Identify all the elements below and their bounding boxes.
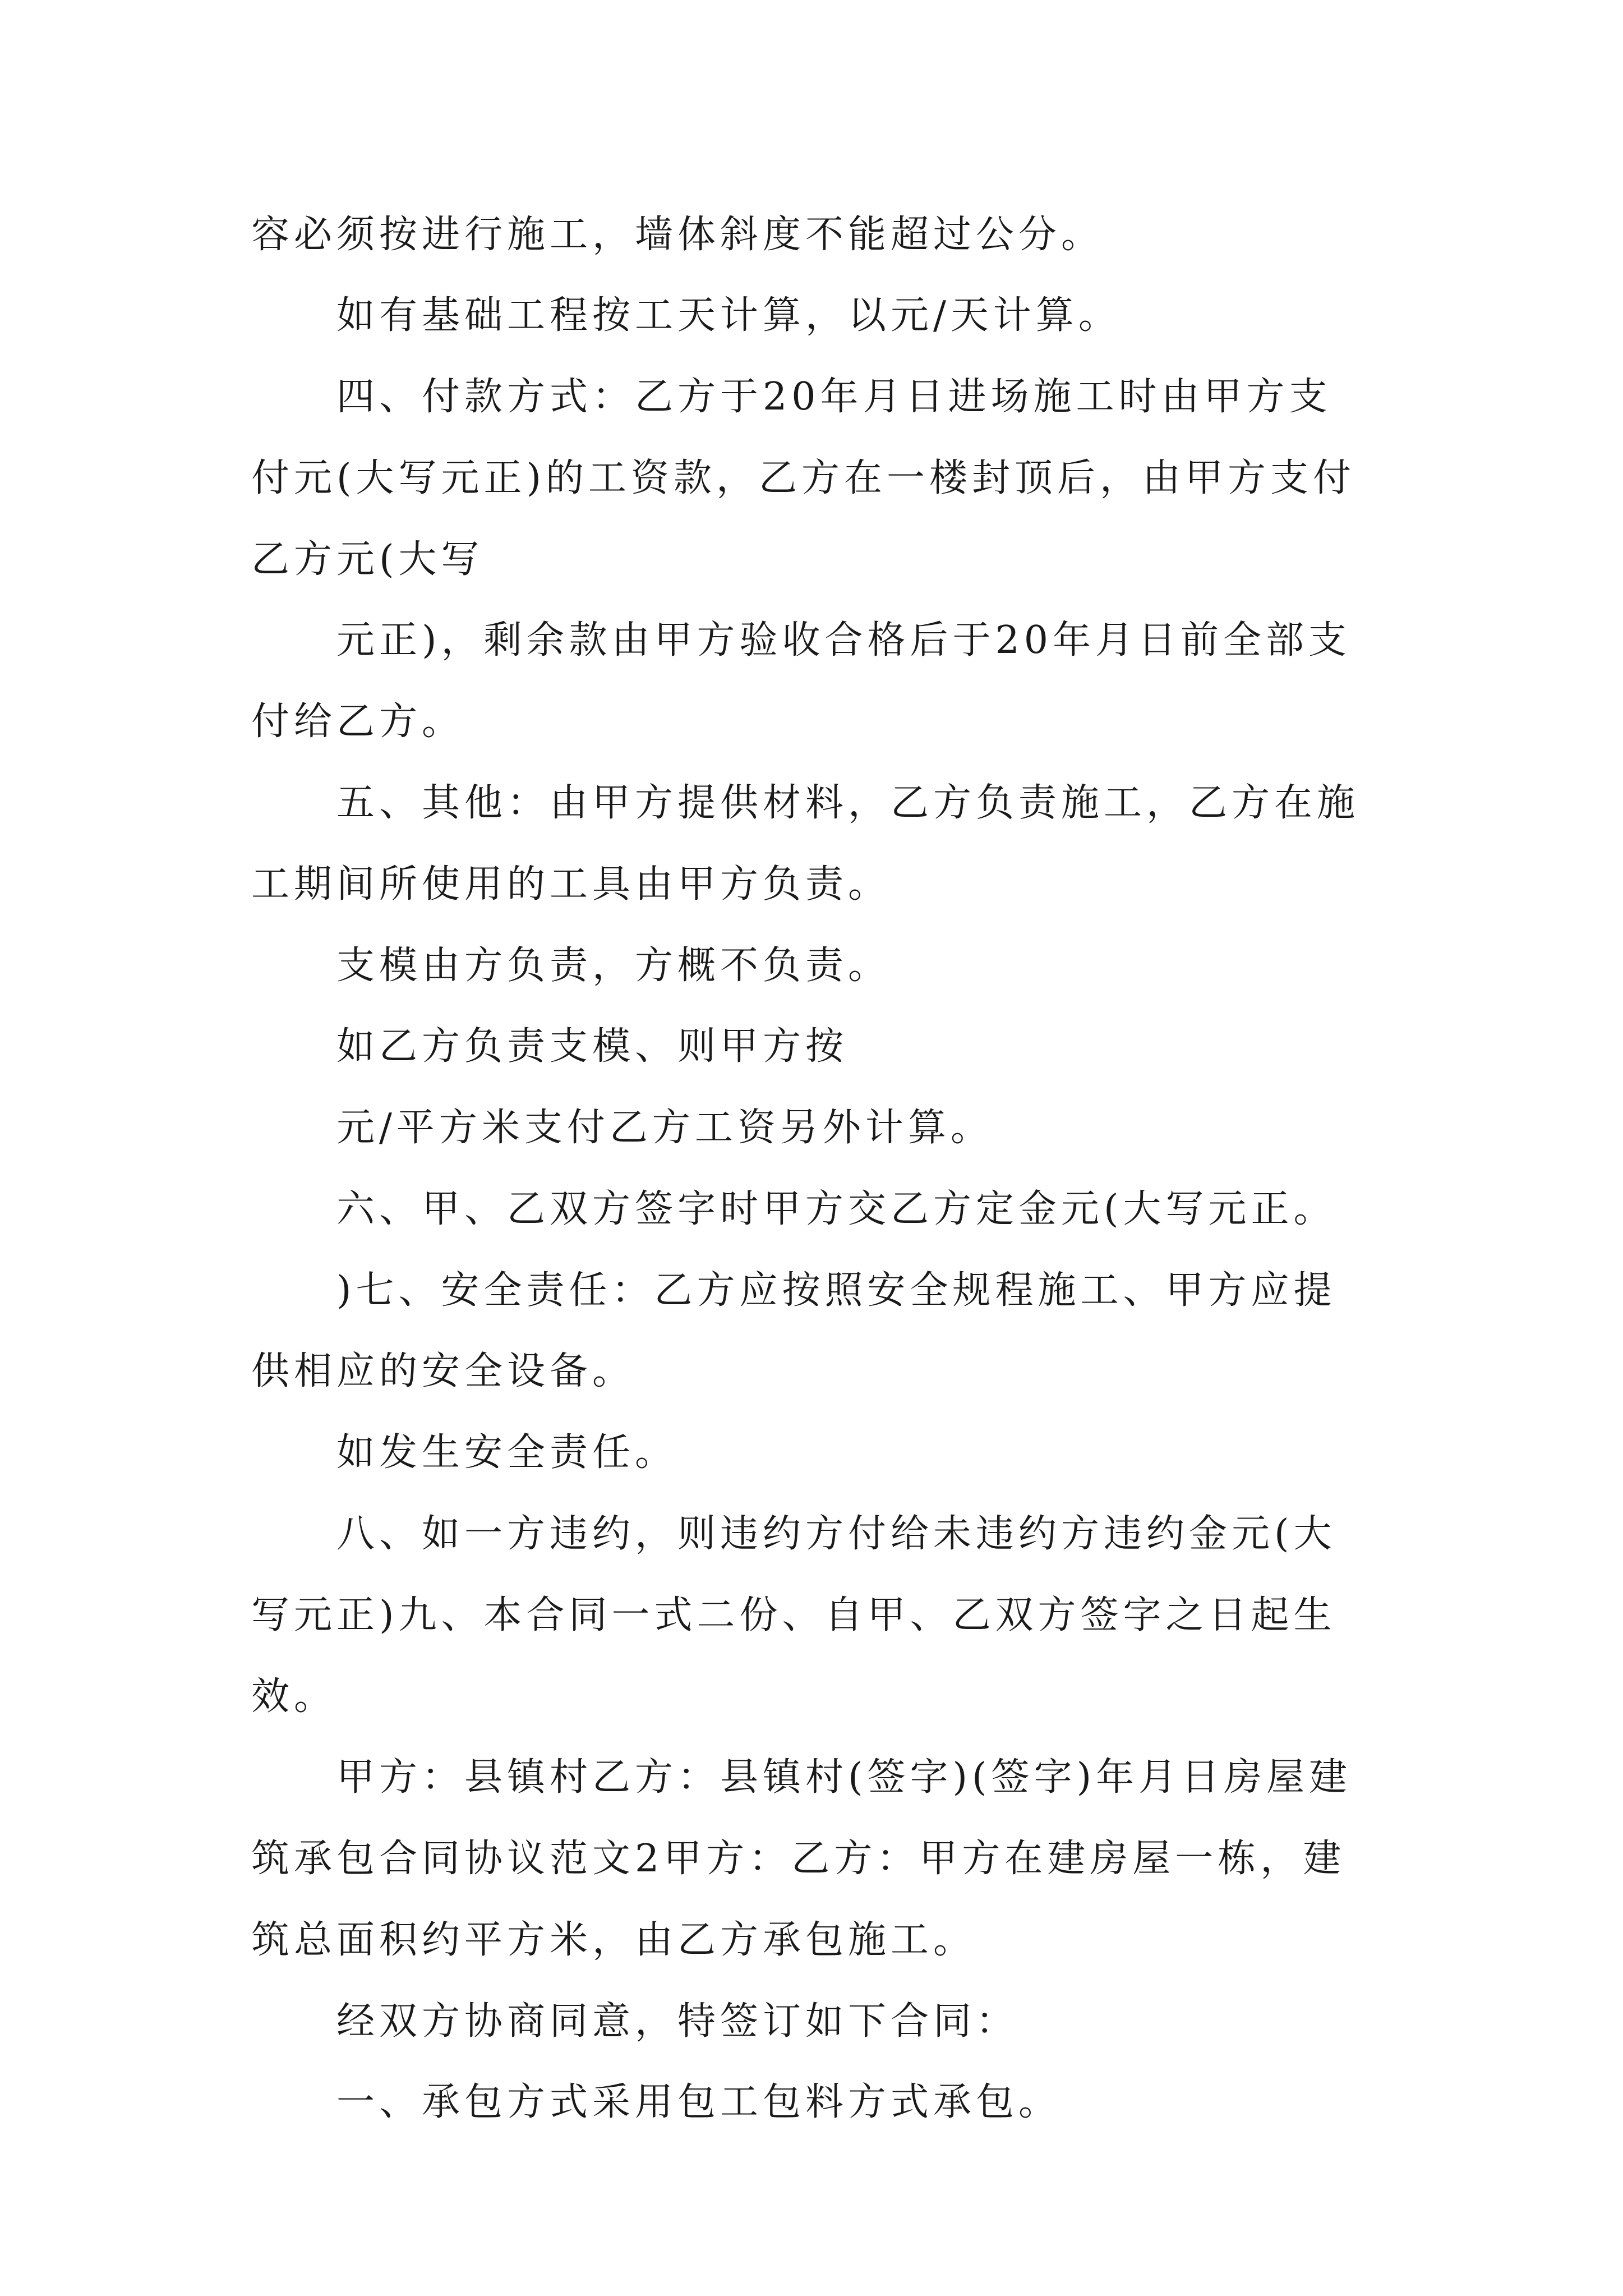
text-line-16: 如发生安全责任。 bbox=[336, 1430, 678, 1475]
text-line-17: 八、如一方违约，则违约方付给未违约方违约金元(大 bbox=[336, 1512, 1336, 1556]
text-line-6: 元正)，剩余款由甲方验收合格后于20年月日前全部支 bbox=[336, 618, 1352, 662]
text-line-11: 如乙方负责支模、则甲方按 bbox=[336, 1024, 849, 1069]
text-line-4: 付元(大写元正)的工资款，乙方在一楼封顶后，由甲方支付 bbox=[251, 456, 1356, 500]
text-line-9: 工期间所使用的工具由甲方负责。 bbox=[251, 862, 891, 907]
text-line-2: 如有基础工程按工天计算，以元/天计算。 bbox=[336, 293, 1121, 338]
text-line-8: 五、其他：由甲方提供材料，乙方负责施工，乙方在施 bbox=[336, 781, 1360, 825]
text-line-7: 付给乙方。 bbox=[251, 700, 465, 744]
text-line-20: 甲方：县镇村乙方：县镇村(签字)(签字)年月日房屋建 bbox=[336, 1755, 1352, 1800]
text-line-14: )七、安全责任：乙方应按照安全规程施工、甲方应提 bbox=[336, 1268, 1336, 1313]
text-line-22: 筑总面积约平方米，由乙方承包施工。 bbox=[251, 1918, 976, 1962]
text-line-23: 经双方协商同意，特签订如下合同： bbox=[336, 1999, 1019, 2044]
text-line-21: 筑承包合同协议范文2甲方：乙方：甲方在建房屋一栋，建 bbox=[251, 1837, 1346, 1881]
text-line-5: 乙方元(大写 bbox=[251, 537, 484, 582]
text-line-18: 写元正)九、本合同一式二份、自甲、乙双方签字之日起生 bbox=[251, 1593, 1336, 1637]
text-line-10: 支模由方负责，方概不负责。 bbox=[336, 944, 891, 988]
text-line-24: 一、承包方式采用包工包料方式承包。 bbox=[336, 2080, 1062, 2124]
text-line-12: 元/平方米支付乙方工资另外计算。 bbox=[336, 1106, 993, 1150]
text-line-3: 四、付款方式：乙方于20年月日进场施工时由甲方支 bbox=[336, 375, 1332, 419]
text-line-15: 供相应的安全设备。 bbox=[251, 1349, 635, 1393]
text-line-1: 容必须按进行施工，墙体斜度不能超过公分。 bbox=[251, 213, 1104, 257]
text-line-19: 效。 bbox=[251, 1674, 337, 1719]
text-line-13: 六、甲、乙双方签字时甲方交乙方定金元(大写元正。 bbox=[336, 1187, 1336, 1231]
